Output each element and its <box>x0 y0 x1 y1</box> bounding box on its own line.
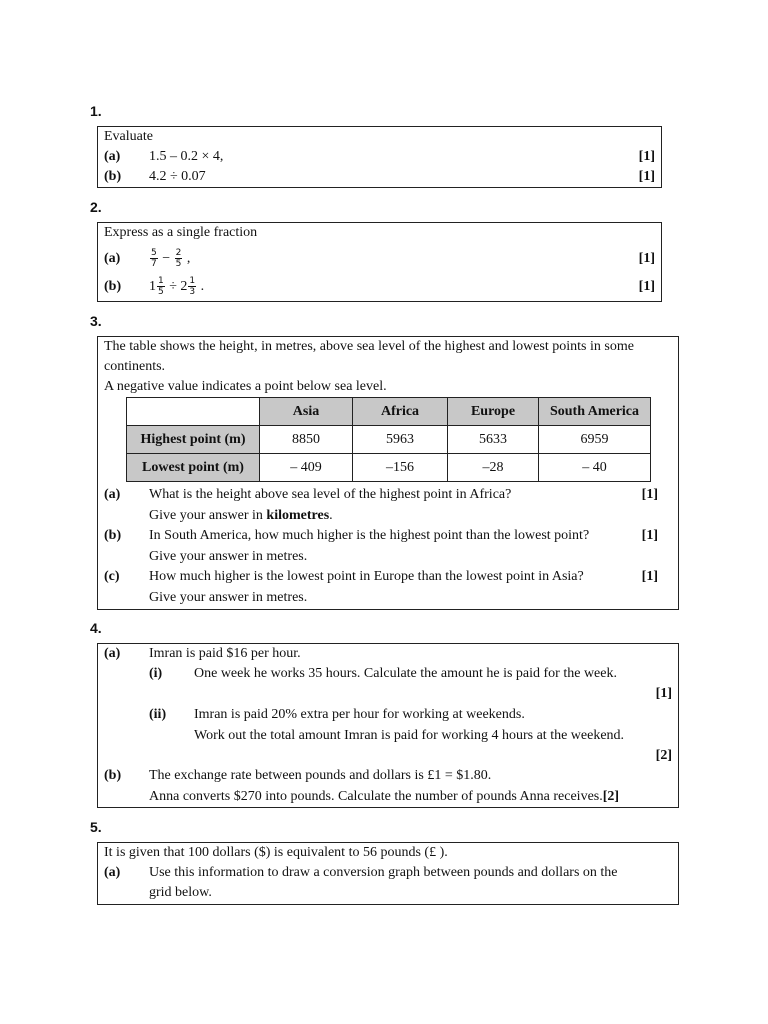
q3c-marks: [1] <box>641 569 658 584</box>
row-header-lowest: Lowest point (m) <box>127 454 260 482</box>
question-4-box <box>97 643 679 808</box>
q5a-label: (a) <box>104 865 121 880</box>
q2a-marks: [1] <box>638 251 655 266</box>
table-cell: – 409 <box>260 454 353 482</box>
q3-part-a-line-1 <box>104 485 672 505</box>
q4b-label: (b) <box>104 768 122 783</box>
q3a-instruction: Give your answer in kilometres. <box>149 508 333 523</box>
q2b-marks: [1] <box>638 279 655 294</box>
q2b-whole-1: 1 <box>149 279 156 294</box>
q1-intro: Evaluate <box>104 129 153 144</box>
q4ai-label: (i) <box>149 666 163 681</box>
q4-part-b-line-2 <box>104 787 672 807</box>
q4aii-text: Imran is paid 20% extra per hour for working at weekends. <box>194 707 525 722</box>
q4ai-marks: [1] <box>655 686 672 701</box>
q4-part-a-ii-line-2 <box>104 726 672 746</box>
table-cell: –28 <box>448 454 539 482</box>
q2b-fraction-1: $\frac{1}{5}$ <box>158 276 164 298</box>
q4-part-a-i-marks-line <box>104 684 672 704</box>
q3c-instruction: Give your answer in metres. <box>149 590 308 605</box>
question-1-number: 1. <box>90 103 102 119</box>
q2b-fraction-2: $\frac{1}{3}$ <box>189 276 196 298</box>
q3a-marks: [1] <box>641 487 658 502</box>
table-cell: 5633 <box>448 426 539 454</box>
q2a-label: (a) <box>104 251 121 266</box>
question-5-number: 5. <box>90 819 102 835</box>
q3-part-c-line-2 <box>104 588 672 608</box>
q3-part-a-line-2 <box>104 506 672 526</box>
q2b-operator: ÷ 2 <box>169 279 188 294</box>
q3-intro-line-1: The table shows the height, in metres, above sea level of the highest and lowest points in some <box>104 339 634 354</box>
q2b-label: (b) <box>104 279 122 294</box>
q5a-text: Use this information to draw a conversion graph between pounds and dollars on the <box>149 865 618 880</box>
q1-part-a <box>104 147 655 167</box>
q4b-marks: [2] <box>602 789 620 804</box>
q4aii-marks: [2] <box>655 748 672 763</box>
q3b-marks: [1] <box>641 528 658 543</box>
q2a-tail: , <box>186 251 191 266</box>
q3-intro-line-2: continents. <box>104 359 166 374</box>
table-header-row <box>127 398 651 426</box>
column-header-asia: Asia <box>260 398 353 426</box>
table-cell: – 40 <box>539 454 651 482</box>
q3c-text: How much higher is the lowest point in Europe than the lowest point in Asia? <box>149 569 584 584</box>
q2b-tail: . <box>200 279 205 294</box>
q3c-label: (c) <box>104 569 120 584</box>
q4aii-instruction: Work out the total amount Imran is paid for working 4 hours at the weekend. <box>194 728 625 743</box>
q4-part-b-line-1 <box>104 766 672 786</box>
q1a-label: (a) <box>104 149 121 164</box>
table-row <box>127 454 651 482</box>
q3-part-b-line-1 <box>104 526 672 546</box>
question-4-number: 4. <box>90 620 102 636</box>
q1a-text: 1.5 – 0.2 × 4, <box>149 149 224 164</box>
table-cell: 8850 <box>260 426 353 454</box>
q3-intro-line-3: A negative value indicates a point below sea level. <box>104 379 387 394</box>
continent-heights-table <box>126 397 651 482</box>
column-header-africa: Africa <box>353 398 448 426</box>
q4aii-label: (ii) <box>149 707 167 722</box>
question-2-number: 2. <box>90 199 102 215</box>
q4-part-a-ii-marks-line <box>104 746 672 766</box>
column-header-south-america: South America <box>539 398 651 426</box>
q2a-expression <box>149 247 190 271</box>
question-3-number: 3. <box>90 313 102 329</box>
table-corner-cell <box>127 398 260 426</box>
q4-part-a-ii-line-1 <box>104 705 672 725</box>
q3b-instruction: Give your answer in metres. <box>149 549 308 564</box>
q1-part-b <box>104 167 655 187</box>
q3-part-c-line-1 <box>104 567 672 587</box>
q4a-label: (a) <box>104 646 121 661</box>
q3b-label: (b) <box>104 528 122 543</box>
table-cell: –156 <box>353 454 448 482</box>
q4-part-a <box>104 644 672 664</box>
q4ai-text: One week he works 35 hours. Calculate the amount he is paid for the week. <box>194 666 617 681</box>
q2-part-b <box>104 275 655 299</box>
question-1-box <box>97 126 662 188</box>
question-5-box <box>97 842 679 905</box>
q4b-instruction: Anna converts $270 into pounds. Calculate the number of pounds Anna receives.[2] <box>149 789 620 804</box>
question-2-box <box>97 222 662 302</box>
q3-part-b-line-2 <box>104 547 672 567</box>
q3a-text: What is the height above sea level of the highest point in Africa? <box>149 487 512 502</box>
q2a-operator: − <box>162 251 171 266</box>
q1b-text: 4.2 ÷ 0.07 <box>149 169 206 184</box>
q3a-label: (a) <box>104 487 121 502</box>
q4b-text: The exchange rate between pounds and dollars is £1 = $1.80. <box>149 768 492 783</box>
q2b-expression <box>149 275 204 299</box>
row-header-highest: Highest point (m) <box>127 426 260 454</box>
column-header-europe: Europe <box>448 398 539 426</box>
q5-part-a-line-1 <box>104 863 672 883</box>
q5-intro: It is given that 100 dollars ($) is equivalent to 56 pounds (£ ). <box>104 845 448 860</box>
q5a-instruction: grid below. <box>149 885 212 900</box>
q5-part-a-line-2 <box>104 883 672 903</box>
q2-intro: Express as a single fraction <box>104 225 258 240</box>
q4-part-a-i <box>104 664 672 684</box>
q2a-fraction-1: $\frac{5}{7}$ <box>151 248 157 270</box>
q1b-marks: [1] <box>638 169 655 184</box>
q1b-label: (b) <box>104 169 122 184</box>
table-row <box>127 426 651 454</box>
table-cell: 5963 <box>353 426 448 454</box>
q1a-marks: [1] <box>638 149 655 164</box>
table-cell: 6959 <box>539 426 651 454</box>
q3b-text: In South America, how much higher is the highest point than the lowest point? <box>149 528 590 543</box>
q4a-text: Imran is paid $16 per hour. <box>149 646 301 661</box>
q2a-fraction-2: $\frac{2}{5}$ <box>175 248 182 270</box>
q2-part-a <box>104 247 655 271</box>
